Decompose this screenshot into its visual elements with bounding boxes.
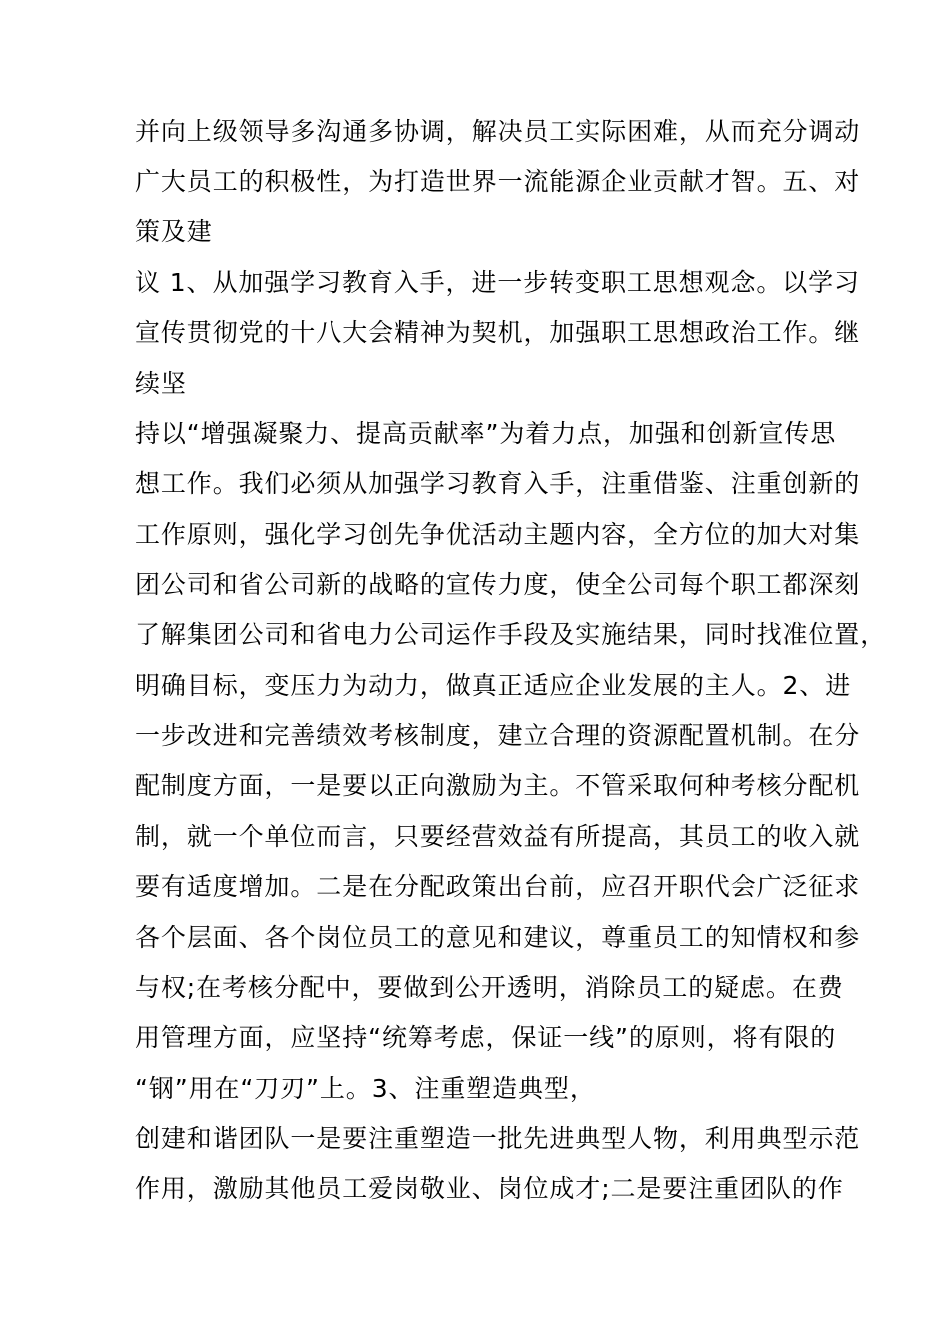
text-line-5: 宣传贯彻党的十八大会精神为契机，加强职工思想政治工作。继 (135, 318, 861, 347)
text-line-12: 明确目标，变压力为动力，做真正适应企业发展的主人。2、进 (135, 671, 852, 700)
text-line-2: 广大员工的积极性，为打造世界一流能源企业贡献才智。五、对 (135, 167, 861, 196)
text-line-10: 团公司和省公司新的战略的宣传力度，使全公司每个职工都深刻 (135, 570, 861, 599)
text-line-1: 并向上级领导多沟通多协调，解决员工实际困难，从而充分调动 (135, 117, 861, 146)
text-line-16: 要有适度增加。二是在分配政策出台前，应召开职代会广泛征求 (135, 872, 861, 901)
text-line-4: 议 1、从加强学习教育入手，进一步转变职工思想观念。以学习 (135, 268, 860, 297)
text-line-14: 配制度方面，一是要以正向激励为主。不管采取何种考核分配机 (135, 771, 861, 800)
text-line-17: 各个层面、各个岗位员工的意见和建议，尊重员工的知情权和参 (135, 923, 861, 952)
text-line-15: 制，就一个单位而言，只要经营效益有所提高，其员工的收入就 (135, 822, 861, 851)
text-line-19: 用管理方面，应坚持“统筹考虑，保证一线”的原则，将有限的 (135, 1023, 837, 1052)
text-line-21: 创建和谐团队一是要注重塑造一批先进典型人物，利用典型示范 (135, 1124, 861, 1153)
text-line-8: 想工作。我们必须从加强学习教育入手，注重借鉴、注重创新的 (135, 469, 861, 498)
text-line-6: 续坚 (135, 369, 187, 398)
text-line-3: 策及建 (135, 217, 213, 246)
text-line-20: “钢”用在“刀刃”上。3、注重塑造典型， (135, 1074, 596, 1103)
text-line-11: 了解集团公司和省电力公司运作手段及实施结果，同时找准位置， (135, 620, 887, 649)
text-line-13: 一步改进和完善绩效考核制度，建立合理的资源配置机制。在分 (135, 721, 861, 750)
text-line-9: 工作原则，强化学习创先争优活动主题内容，全方位的加大对集 (135, 520, 861, 549)
text-line-7: 持以“增强凝聚力、提高贡献率”为着力点，加强和创新宣传思 (135, 419, 837, 448)
text-line-22: 作用，激励其他员工爱岗敬业、岗位成才;二是要注重团队的作 (135, 1174, 844, 1203)
text-line-18: 与权;在考核分配中，要做到公开透明，消除员工的疑虑。在费 (135, 973, 844, 1002)
